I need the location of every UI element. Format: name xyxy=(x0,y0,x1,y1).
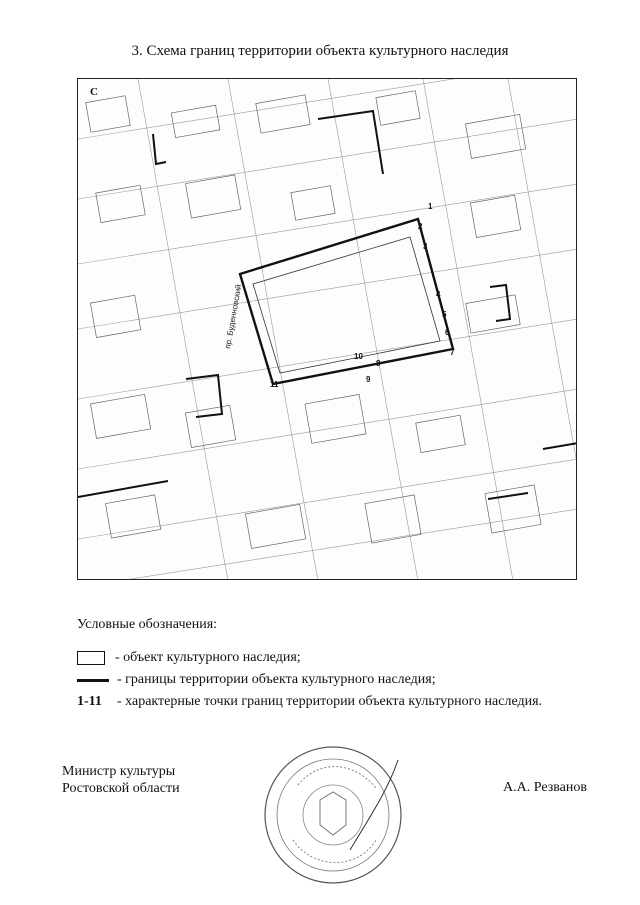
point-label: 5 xyxy=(442,310,447,319)
point-label: 1 xyxy=(428,202,433,211)
legend-text: - границы территории объекта культурного наследия; xyxy=(117,672,436,687)
signatory-name: А.А. Резванов xyxy=(503,780,587,795)
points-code: 1-11 xyxy=(77,694,102,709)
position-line: Министр культуры xyxy=(62,764,176,779)
point-label: 3 xyxy=(423,242,428,251)
north-label: С xyxy=(90,86,98,98)
point-label: 9 xyxy=(366,375,371,384)
street-grid xyxy=(78,79,577,580)
official-seal xyxy=(258,740,408,890)
map-drawing xyxy=(78,79,577,580)
object-symbol xyxy=(77,651,105,665)
territory-boundary xyxy=(240,219,453,384)
point-label: 7 xyxy=(450,348,455,357)
point-label: 10 xyxy=(354,352,363,361)
legend-item-boundary xyxy=(77,672,436,688)
point-label: 4 xyxy=(436,290,441,299)
point-label: 11 xyxy=(270,380,279,389)
legend-item-points xyxy=(77,694,542,710)
building-blocks xyxy=(86,91,541,549)
page-title: 3. Схема границ территории объекта культурного наследия xyxy=(131,43,509,59)
legend-text: - характерные точки границ территории объекта культурного наследия. xyxy=(117,694,543,709)
point-label: 6 xyxy=(445,328,450,337)
boundary-line-symbol xyxy=(77,679,109,682)
legend-heading: Условные обозначения: xyxy=(77,617,218,632)
street-label: пр. Буденновский xyxy=(223,283,244,350)
legend-text: - объект культурного наследия; xyxy=(115,650,301,665)
position-line: Ростовской области xyxy=(62,781,180,796)
legend-item-object xyxy=(77,650,301,666)
territory-map xyxy=(77,78,577,580)
point-label: 8 xyxy=(376,359,381,368)
point-label: 2 xyxy=(418,222,423,231)
signatory-position xyxy=(62,763,180,797)
